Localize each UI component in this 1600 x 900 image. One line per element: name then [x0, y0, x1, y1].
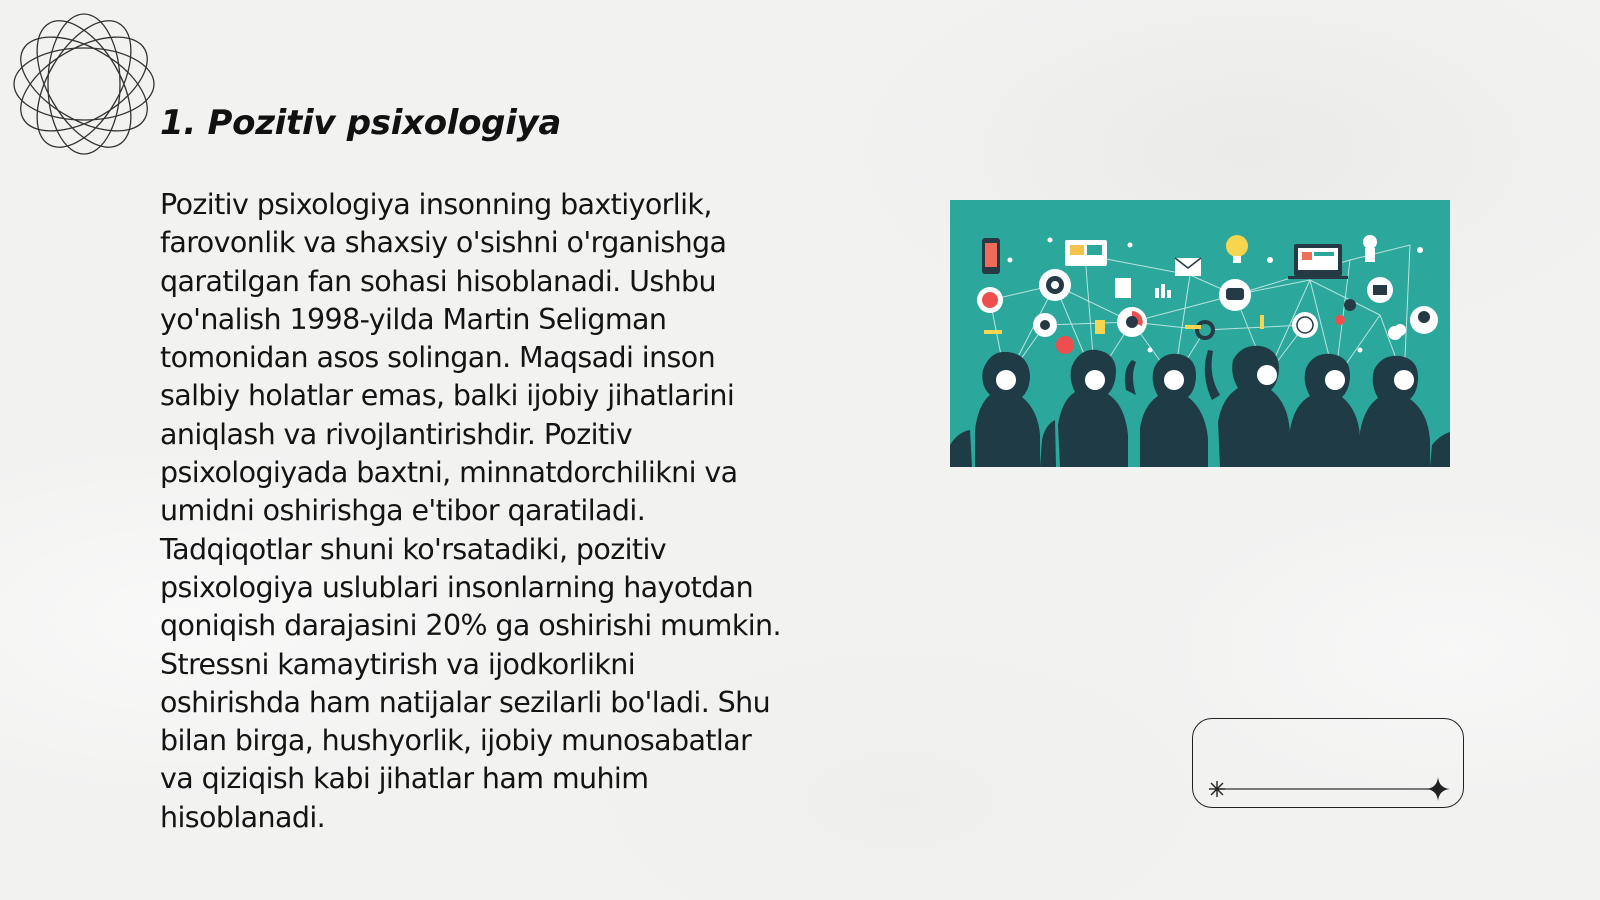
body-line: psixologiyada baxtni, minnatdorchilikni va — [160, 456, 738, 490]
star-icon — [1426, 777, 1450, 801]
body-line: va qiziqish kabi jihatlar ham muhim — [160, 762, 649, 796]
body-line: salbiy holatlar emas, balki ijobiy jihatlarini — [160, 379, 735, 413]
body-line: Stressni kamaytirish va ijodkorlikni — [160, 647, 636, 681]
body-line: tomonidan asos solingan. Maqsadi inson — [160, 341, 716, 375]
spirograph-ornament-icon — [8, 8, 160, 160]
slide-title: 1. Pozitiv psixologiya — [160, 103, 562, 143]
body-line: umidni oshirishga e'tibor qaratiladi. — [160, 494, 646, 528]
body-line: Tadqiqotlar shuni ko'rsatadiki, pozitiv — [160, 532, 667, 566]
body-line: farovonlik va shaxsiy o'sishni o'rganishga — [160, 226, 727, 260]
body-line: oshirishda ham natijalar sezilarli bo'ladi. Shu — [160, 685, 771, 719]
body-line: qaratilgan fan sohasi hisoblanadi. Ushbu — [160, 264, 717, 298]
body-line: qoniqish darajasini 20% ga oshirishi mumkin. — [160, 609, 781, 643]
body-line: Pozitiv psixologiya insonning baxtiyorlik, — [160, 188, 712, 221]
decorative-slider-card — [1192, 718, 1464, 808]
body-paragraph — [160, 186, 860, 837]
sparkle-icon — [1209, 781, 1225, 797]
body-line: psixologiya uslublari insonlarning hayotdan — [160, 570, 754, 604]
body-line: hisoblanadi. — [160, 800, 326, 834]
body-line: yo'nalish 1998-yilda Martin Seligman — [160, 302, 667, 336]
body-line: aniqlash va rivojlantirishdir. Pozitiv — [160, 417, 633, 451]
network-people-illustration — [950, 200, 1450, 467]
body-line: bilan birga, hushyorlik, ijobiy munosabatlar — [160, 724, 752, 758]
